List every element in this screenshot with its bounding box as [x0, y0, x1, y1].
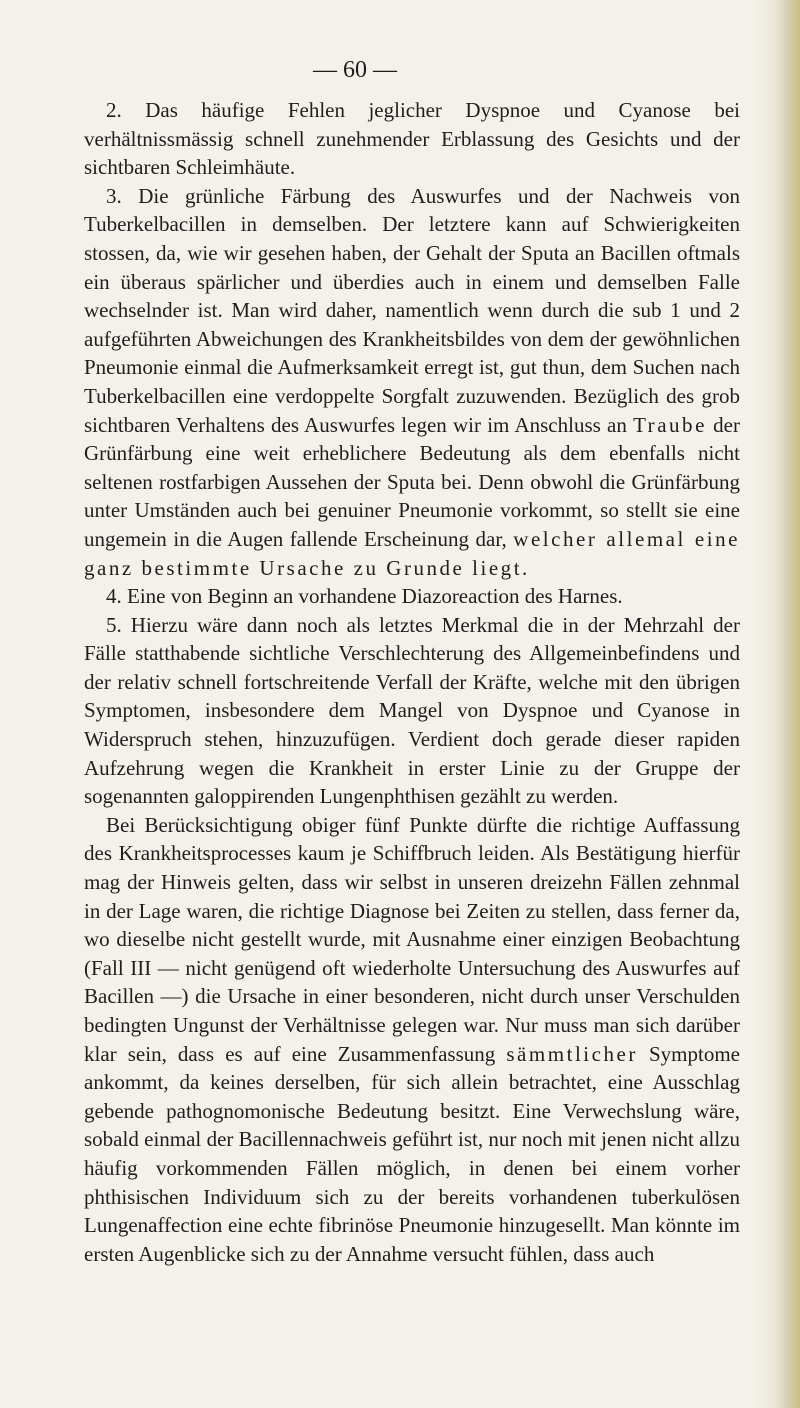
paragraph-point-5: [84, 611, 740, 811]
text-run: 5. Hierzu wäre dann noch als letztes Merkmal die in der Mehrzahl der Fälle statthabende sichtliche Verschlechterung des Allgemeinbefindens und der relativ schnell fortschreitende Verfall der Kräfte, welche mit den übrigen Symptomen, insbesondere dem Mangel von Dyspnoe und Cyanose in Widerspruch stehen, hinzuzufügen. Verdient doch gerade dieser rapiden Aufzehrung wegen die Krankheit in erster Linie zu der Gruppe der sogenannten galoppirenden Lungenphthisen gezählt zu werden.: [84, 612, 740, 809]
paragraph-point-3: [84, 182, 740, 582]
text-run: Symptome ankommt, da keines derselben, für sich allein betrachtet, eine Ausschlag gebende pathognomonische Bedeutung besitzt. Eine Verwechslung wäre, sobald einmal der Bacillennachweis geführt ist, nur noch mit jenen nicht allzu häufig vorkommenden Fällen möglich, in denen bei einem vorher phthisischen Individuum sich zu der bereits vorhandenen tuberkulösen Lungenaffection eine echte fibrinöse Pneumonie hinzugesellt. Man könnte im ersten Augenblicke sich zu der Annahme versucht fühlen, dass auch: [84, 1041, 740, 1266]
paragraph-point-4: [84, 582, 740, 611]
paragraph-summary: [84, 811, 740, 1269]
page-number: — 60 —: [313, 57, 397, 83]
spaced-text-run: sämmtlicher: [506, 1041, 638, 1066]
text-run: 4. Eine von Beginn an vorhandene Diazoreaction des Harnes.: [106, 584, 623, 609]
text-run: 2. Das häufige Fehlen jeglicher Dyspnoe und Cyanose bei verhältnissmässig schnell zunehmender Erblassung des Gesichts und der sichtbaren Schleimhäute.: [84, 98, 740, 180]
body-text: [84, 96, 740, 1268]
page-edge-shadow: [756, 0, 800, 1408]
text-run: der Grünfärbung eine weit erheblichere Bedeutung als dem ebenfalls nicht seltenen rostfarbigen Aussehen der Sputa bei. Denn obwohl die Grünfärbung unter Umständen auch bei genuiner Pneumonie vorkommt, so stellt sie eine ungemein in die Augen fallende Erscheinung dar,: [84, 412, 740, 551]
text-run: 3. Die grünliche Färbung des Auswurfes und der Nachweis von Tuberkelbacillen in demselben. Der letztere kann auf Schwierigkeiten stossen, da, wie wir gesehen haben, der Gehalt der Sputa an Bacillen oftmals ein überaus spärlicher und überdies auch in einem und demselben Falle wechselnder ist. Man wird daher, namentlich wenn durch die sub 1 und 2 aufgeführten Abweichungen des Krankheitsbildes von dem der gewöhnlichen Pneumonie einmal die Aufmerksamkeit erregt ist, gut thun, dem Suchen nach Tuberkelbacillen eine verdoppelte Sorgfalt zuzuwenden. Bezüglich des grob sichtbaren Verhaltens des Auswurfes legen wir im Anschluss an: [84, 183, 740, 437]
paragraph-point-2: [84, 96, 740, 182]
spaced-text-run: Traube: [633, 412, 707, 437]
text-run: Bei Berücksichtigung obiger fünf Punkte dürfte die richtige Auffassung des Krankheitsprocesses kaum je Schiffbruch leiden. Als Bestätigung hierfür mag der Hinweis gelten, dass wir selbst in unseren dreizehn Fällen zehnmal in der Lage waren, die richtige Diagnose bei Zeiten zu stellen, dass ferner da, wo dieselbe nicht gestellt wurde, mit Ausnahme einer einzigen Beobachtung (Fall III — nicht genügend oft wiederholte Untersuchung des Auswurfes auf Bacillen —) die Ursache in einer besonderen, nicht durch unser Verschulden bedingten Ungunst der Verhältnisse gelegen war. Nur muss man sich darüber klar sein, dass es auf eine Zusammenfassung: [84, 812, 740, 1066]
spaced-text-run: welcher allemal eine ganz bestimmte Ursache zu Grunde liegt.: [84, 526, 740, 580]
